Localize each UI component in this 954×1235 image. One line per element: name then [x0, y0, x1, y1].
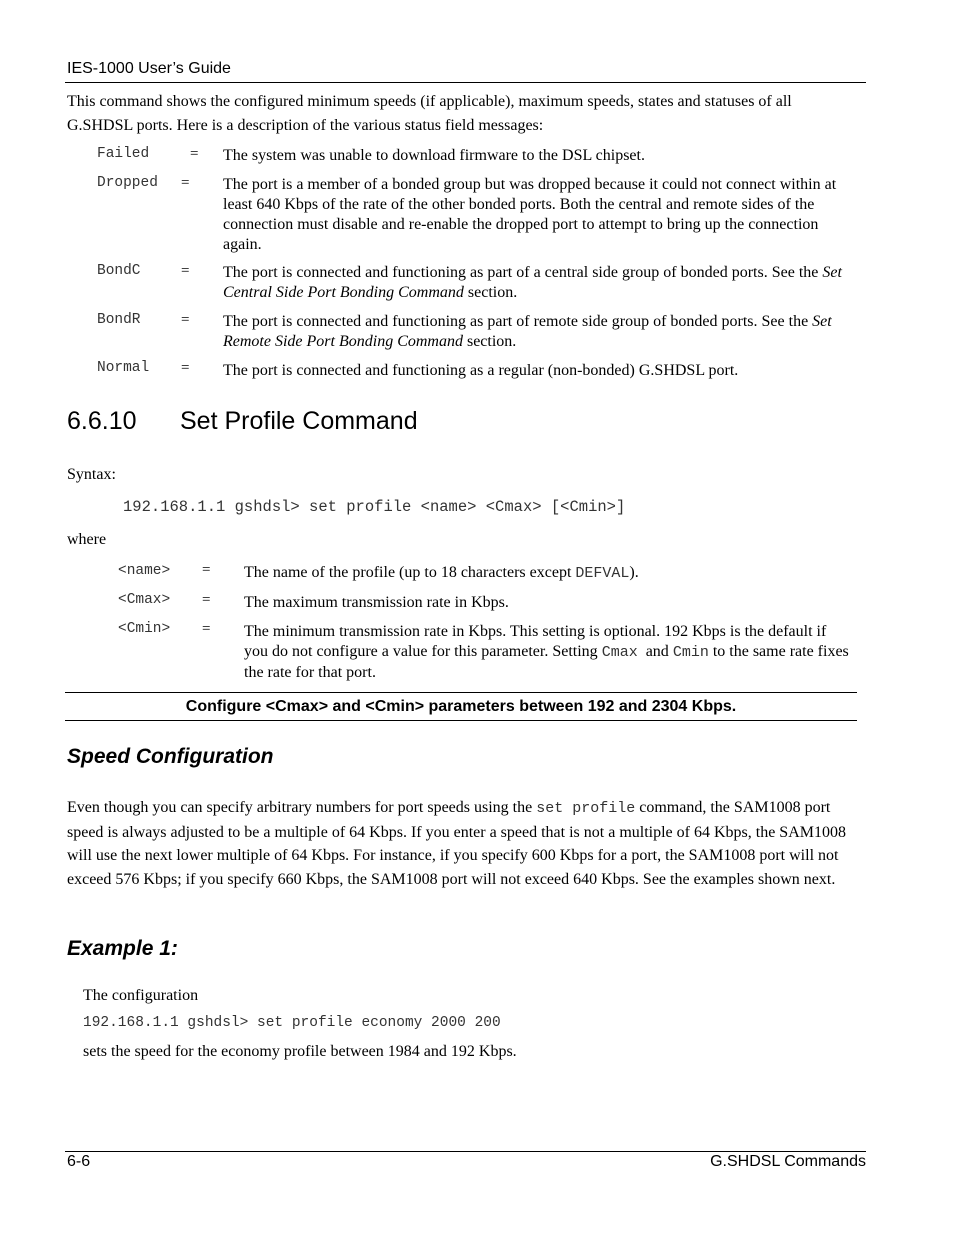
bondr-section-ref: Set Remote Side Port Bonding Command [223, 313, 832, 350]
status-desc-bondr [223, 312, 848, 352]
status-eq: = [181, 312, 190, 328]
intro-paragraph: This command shows the configured minimum speeds (if applicable), maximum speeds, states and statuses of all G.SHDSL ports. Here is a description of the various status field messages: [67, 93, 792, 134]
param-term-cmax: <Cmax> [118, 592, 171, 608]
status-desc-normal: The port is connected and functioning as a regular (non-bonded) G.SHDSL port. [223, 362, 739, 379]
status-desc-bondr-tail: section. [462, 333, 517, 350]
param-desc-name-tail: ). [629, 564, 639, 581]
chapter-title: G.SHDSL Commands [710, 1153, 866, 1170]
section-title: Set Profile Command [180, 407, 418, 435]
param-desc-name-text: The name of the profile (up to 18 characters except [244, 564, 576, 581]
footer-rule [65, 1151, 866, 1152]
section-heading [67, 407, 418, 436]
status-desc-dropped: The port is a member of a bonded group but was dropped because it could not connect within at least 640 Kbps of the rate of the other bonded ports. Both the central and remote sides of the connection must disable and re-enable the dropped port to attempt to bring up the connection again. [223, 176, 837, 253]
status-desc-bondc-tail: section. [463, 284, 518, 301]
page-number: 6-6 [67, 1153, 91, 1170]
header-rule [65, 82, 866, 83]
status-desc-failed: The system was unable to download firmware to the DSL chipset. [223, 147, 645, 164]
syntax-label: Syntax: [67, 466, 116, 483]
bondc-section-ref: Set Central Side Port Bonding Command [223, 264, 842, 301]
status-eq: = [181, 175, 190, 191]
param-desc-cmin-text: The minimum transmission rate in Kbps. This setting is optional. 192 Kbps is the default if you do not configure a value for this parameter. Setting [244, 623, 827, 660]
status-eq: = [181, 360, 190, 376]
param-desc-cmin [244, 622, 854, 683]
param-desc-name [244, 563, 854, 584]
status-term-failed: Failed [97, 146, 150, 162]
param-eq: = [202, 562, 211, 578]
section-number: 6.6.10 [67, 407, 137, 435]
note-top-rule [65, 692, 857, 693]
status-term-bondr: BondR [97, 312, 141, 328]
param-term-name: <name> [118, 563, 171, 579]
status-term-bondc: BondC [97, 263, 141, 279]
example-heading: Example 1: [67, 937, 178, 960]
cmax-code: Cmax [601, 644, 638, 661]
status-eq: = [190, 146, 199, 162]
where-label: where [67, 531, 107, 548]
example-intro: The configuration [83, 987, 199, 1004]
example-result: sets the speed for the economy profile between 1984 and 192 Kbps. [83, 1043, 517, 1060]
status-desc-bondc-text: The port is connected and functioning as part of a central side group of bonded ports. See the [223, 264, 823, 281]
status-desc-bondc [223, 263, 848, 303]
defval-code: DEFVAL [575, 565, 630, 582]
status-eq: = [181, 263, 190, 279]
param-eq: = [202, 592, 211, 608]
page-header-title: IES-1000 User’s Guide [67, 60, 231, 77]
param-eq: = [202, 621, 211, 637]
note-text: Configure <Cmax> and <Cmin> parameters between 192 and 2304 Kbps. [185, 698, 737, 715]
param-term-cmin: <Cmin> [118, 621, 171, 637]
note-bottom-rule [65, 720, 857, 721]
speed-para-tail: command, the SAM1008 port speed is always adjusted to be a multiple of 64 Kbps. If you enter a speed that is not a multiple of 64 Kbps, the SAM1008 will use the next lower multiple of 64 Kbps. For instance, if you specify 600 Kbps for a port, the SAM1008 port will not exceed 576 Kbps; if you specify 660 Kbps, the SAM1008 port will not exceed 640 Kbps. See the examples shown next. [67, 799, 846, 888]
speed-para-text: Even though you can specify arbitrary numbers for port speeds using the [67, 799, 537, 816]
speed-configuration-paragraph [67, 796, 857, 891]
set-profile-code: set profile [536, 800, 636, 817]
cmin-code: Cmin [672, 644, 709, 661]
status-desc-bondr-text: The port is connected and functioning as part of remote side group of bonded ports. See the [223, 313, 813, 330]
param-desc-cmin-and: and [637, 643, 673, 660]
status-term-dropped: Dropped [97, 175, 158, 191]
param-desc-cmax: The maximum transmission rate in Kbps. [244, 594, 509, 611]
speed-configuration-heading: Speed Configuration [67, 745, 274, 768]
status-term-normal: Normal [97, 360, 150, 376]
example-command: 192.168.1.1 gshdsl> set profile economy 2000 200 [83, 1015, 501, 1031]
param-desc-cmin-tail: to the same rate fixes the rate for that port. [244, 643, 849, 681]
syntax-command: 192.168.1.1 gshdsl> set profile <name> <Cmax> [<Cmin>] [123, 498, 626, 516]
